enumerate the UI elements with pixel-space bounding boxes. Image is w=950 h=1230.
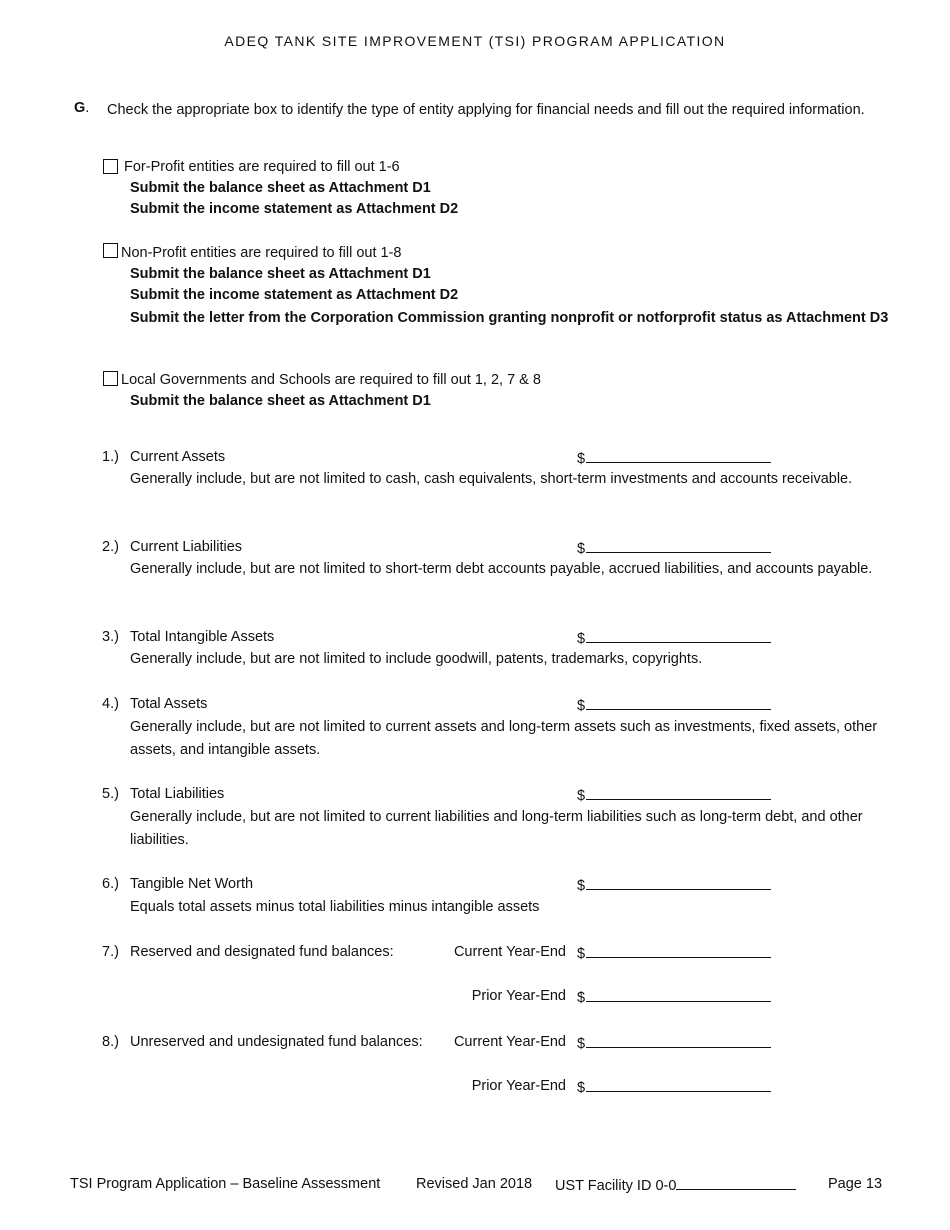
non-profit-note-3: Submit the letter from the Corporation Commission granting nonprofit or notforprofit status as Attachment D3 xyxy=(130,310,889,326)
tangible-net-worth-field[interactable]: $ xyxy=(577,876,771,894)
item-desc-total-intangible-assets: Generally include, but are not limited to include goodwill, patents, trademarks, copyrights. xyxy=(130,651,703,667)
local-government-checkbox[interactable] xyxy=(103,371,118,386)
local-government-note-1: Submit the balance sheet as Attachment D1 xyxy=(130,393,431,409)
item-number: 7.) xyxy=(102,944,119,960)
footer-page-number: Page 13 xyxy=(828,1176,883,1192)
local-government-label: Local Governments and Schools are required to fill out 1, 2, 7 & 8 xyxy=(121,372,541,388)
section-intro: Check the appropriate box to identify the type of entity applying for financial needs and fill out the required information. xyxy=(107,102,865,118)
section-letter: G. xyxy=(74,100,90,116)
period-label-current: Current Year-End xyxy=(453,1034,566,1050)
current-assets-field[interactable]: $ xyxy=(577,449,771,467)
non-profit-note-2: Submit the income statement as Attachment D2 xyxy=(130,287,459,303)
footer-revised: Revised Jan 2018 xyxy=(416,1176,533,1192)
total-intangible-assets-field[interactable]: $ xyxy=(577,629,771,647)
item-desc-current-assets: Generally include, but are not limited to cash, cash equivalents, short-term investments and accounts receivable. xyxy=(130,471,853,487)
item-number: 8.) xyxy=(102,1034,119,1050)
unreserved-current-year-field[interactable]: $ xyxy=(577,1034,771,1052)
item-label-current-assets: Current Assets xyxy=(130,449,226,465)
non-profit-note-1: Submit the balance sheet as Attachment D1 xyxy=(130,266,431,282)
reserved-current-year-field[interactable]: $ xyxy=(577,944,771,962)
item-label-unreserved-fund-balances: Unreserved and undesignated fund balances: xyxy=(130,1034,423,1050)
footer-title: TSI Program Application – Baseline Assessment xyxy=(70,1176,381,1192)
item-desc-current-liabilities: Generally include, but are not limited to short-term debt accounts payable, accrued liabilities, and accounts payable. xyxy=(130,561,873,577)
footer-facility-id[interactable]: UST Facility ID 0-0 xyxy=(555,1176,796,1194)
non-profit-label: Non-Profit entities are required to fill out 1-8 xyxy=(121,245,402,261)
period-label-current: Current Year-End xyxy=(453,944,566,960)
item-desc-total-liabilities: Generally include, but are not limited to current liabilities and long-term liabilities such as long-term debt, and other liabilities. xyxy=(130,809,863,848)
item-number: 5.) xyxy=(102,786,119,802)
for-profit-note-1: Submit the balance sheet as Attachment D1 xyxy=(130,180,431,196)
current-liabilities-field[interactable]: $ xyxy=(577,539,771,557)
unreserved-prior-year-field[interactable]: $ xyxy=(577,1078,771,1096)
item-label-reserved-fund-balances: Reserved and designated fund balances: xyxy=(130,944,394,960)
item-label-total-intangible-assets: Total Intangible Assets xyxy=(130,629,275,645)
for-profit-label: For-Profit entities are required to fill out 1-6 xyxy=(124,159,400,175)
item-number: 1.) xyxy=(102,449,119,465)
period-label-prior: Prior Year-End xyxy=(471,988,566,1004)
item-number: 3.) xyxy=(102,629,119,645)
total-assets-field[interactable]: $ xyxy=(577,696,771,714)
item-desc-tangible-net-worth: Equals total assets minus total liabilities minus intangible assets xyxy=(130,899,540,915)
item-number: 2.) xyxy=(102,539,119,555)
non-profit-checkbox[interactable] xyxy=(103,243,118,258)
for-profit-note-2: Submit the income statement as Attachment D2 xyxy=(130,201,459,217)
for-profit-checkbox[interactable] xyxy=(103,159,118,174)
item-number: 4.) xyxy=(102,696,119,712)
item-label-total-liabilities: Total Liabilities xyxy=(130,786,225,802)
item-label-total-assets: Total Assets xyxy=(130,696,208,712)
item-number: 6.) xyxy=(102,876,119,892)
item-desc-total-assets: Generally include, but are not limited to current assets and long-term assets such as investments, fixed assets, other assets, and intangible assets. xyxy=(130,719,878,758)
period-label-prior: Prior Year-End xyxy=(471,1078,566,1094)
page-header-title: ADEQ TANK SITE IMPROVEMENT (TSI) PROGRAM APPLICATION xyxy=(224,33,726,49)
item-label-tangible-net-worth: Tangible Net Worth xyxy=(130,876,254,892)
reserved-prior-year-field[interactable]: $ xyxy=(577,988,771,1006)
item-label-current-liabilities: Current Liabilities xyxy=(130,539,243,555)
total-liabilities-field[interactable]: $ xyxy=(577,786,771,804)
